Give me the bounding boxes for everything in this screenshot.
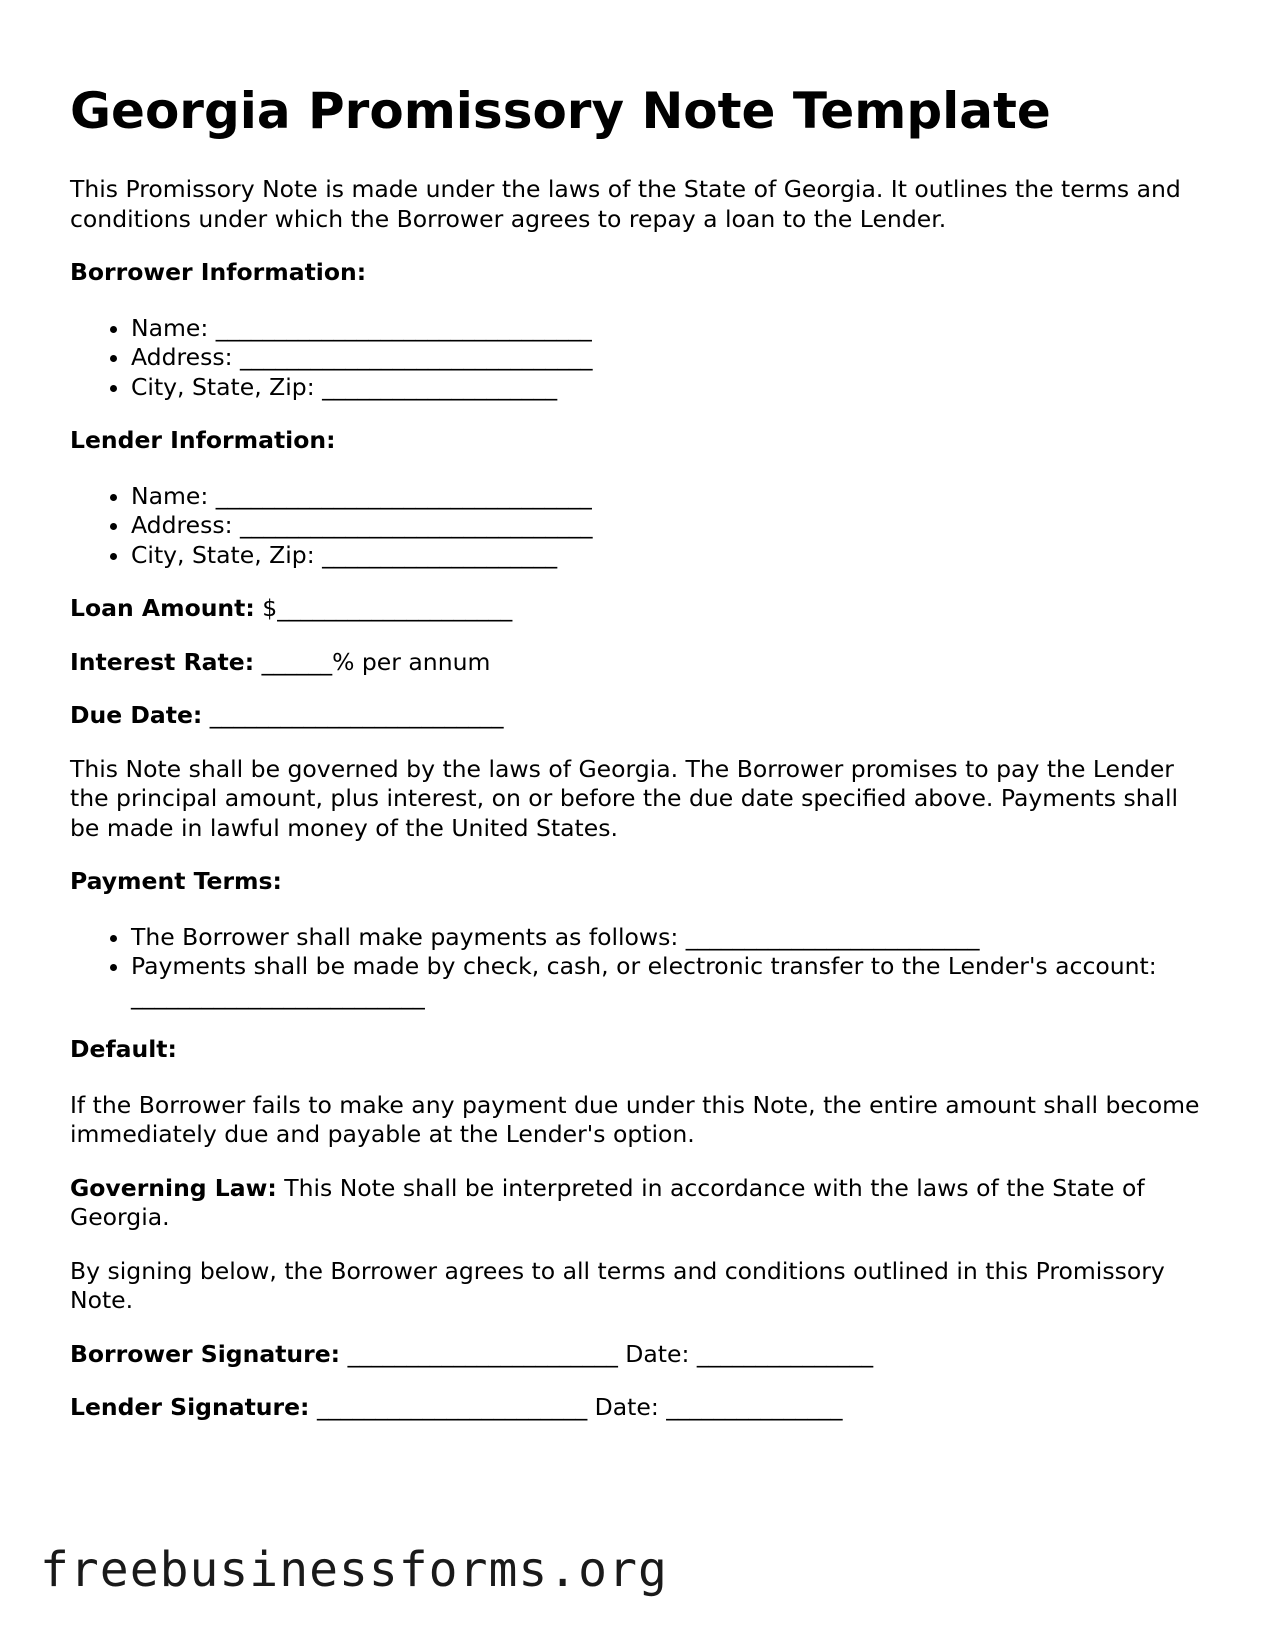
lender-signature-label: Lender Signature: — [70, 1393, 310, 1421]
lender-heading: Lender Information: — [70, 426, 336, 454]
lender-signature-line — [70, 1393, 1200, 1423]
agreement-paragraph: By signing below, the Borrower agrees to all terms and conditions outlined in this Promissory Note. — [70, 1256, 1165, 1314]
governing-law-paragraph — [70, 1174, 1200, 1233]
lender-city-item: • City, State, Zip: ____________________ — [131, 541, 1200, 571]
default-paragraph: If the Borrower fails to make any payment due under this Note, the entire amount shall become immediately due and payable at the Lender's option. — [70, 1090, 1200, 1148]
page-title: Georgia Promissory Note Template — [70, 82, 1051, 140]
payment-terms-heading: Payment Terms: — [70, 867, 282, 895]
due-date-line — [70, 701, 1200, 731]
loan-amount-value: $____________________ — [262, 594, 513, 622]
default-heading: Default: — [70, 1035, 177, 1063]
loan-amount-line — [70, 594, 1200, 624]
governing-law-label: Governing Law: — [70, 1173, 277, 1202]
borrower-signature-label: Borrower Signature: — [70, 1339, 341, 1368]
due-date-value: _________________________ — [209, 701, 504, 729]
governing-law-text: This Note shall be interpreted in accordance with the laws of the State of Georgia. — [70, 1173, 1145, 1231]
payment-schedule-item: • The Borrower shall make payments as follows: _________________________ — [131, 923, 1200, 953]
intro-paragraph: This Promissory Note is made under the laws of the State of Georgia. It outlines the terms and conditions under which the Borrower agrees to repay a loan to the Lender. — [70, 175, 1181, 233]
watermark: freebusinessforms.org — [40, 1542, 668, 1598]
borrower-address-item: • Address: ______________________________ — [131, 343, 1200, 373]
lender-signature-value: _______________________ Date: _______________ — [316, 1393, 843, 1421]
payment-method-item: • Payments shall be made by check, cash, or electronic transfer to the Lender's account: _________________________ — [131, 952, 1200, 1011]
lender-list — [70, 482, 1200, 571]
interest-rate-value: ______% per annum — [261, 647, 491, 676]
lender-name-item: • Name: ________________________________ — [131, 482, 1200, 512]
borrower-signature-value: _______________________ Date: _______________ — [347, 1339, 874, 1368]
borrower-signature-line — [70, 1340, 1200, 1370]
governance-paragraph: This Note shall be governed by the laws of Georgia. The Borrower promises to pay the Lender the principal amount, plus interest, on or before the due date specified above. Payments shall be made in lawful money of the United States. — [70, 754, 1179, 842]
interest-rate-label: Interest Rate: — [70, 647, 255, 676]
document-page — [70, 80, 1200, 1447]
interest-rate-line — [70, 648, 1200, 678]
borrower-city-item: • City, State, Zip: ____________________ — [131, 373, 1200, 403]
borrower-name-item: • Name: ________________________________ — [131, 314, 1200, 344]
borrower-list — [70, 314, 1200, 403]
payment-terms-list — [70, 923, 1200, 1012]
due-date-label: Due Date: — [70, 701, 203, 729]
borrower-heading: Borrower Information: — [70, 258, 367, 286]
lender-address-item: • Address: ______________________________ — [131, 511, 1200, 541]
loan-amount-label: Loan Amount: — [70, 594, 255, 622]
